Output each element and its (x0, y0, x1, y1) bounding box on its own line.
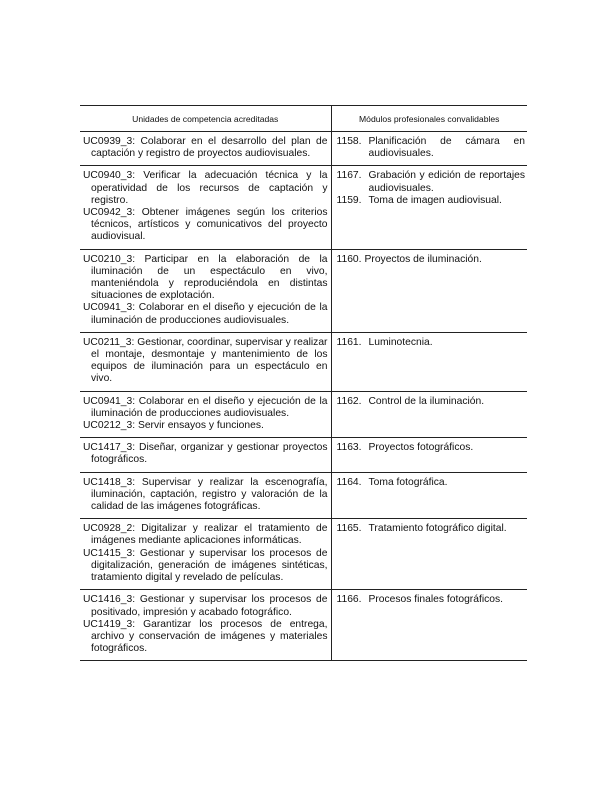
professional-modules-cell (331, 391, 527, 438)
module-code: 1166. (336, 594, 362, 606)
table-row (80, 332, 527, 391)
competency-unit: UC0942_3: Obtener imágenes según los criterios técnicos, artísticos y comunicativos del proyecto audiovisual. (83, 207, 328, 243)
professional-module (337, 195, 526, 207)
module-name: Proyectos de iluminación. (364, 253, 482, 265)
professional-module (337, 170, 526, 194)
competency-unit: UC0211_3: Gestionar, coordinar, supervisar y realizar el montaje, desmontaje y mantenimiento de los equipos de iluminación para un espectáculo en vivo. (83, 336, 328, 385)
module-name: Grabación y edición de reportajes audiovisuales. (368, 170, 525, 194)
professional-modules-cell (331, 438, 527, 472)
competency-units-cell (80, 249, 331, 332)
professional-module (337, 254, 526, 266)
table-row (80, 132, 527, 166)
competency-units-cell (80, 519, 331, 590)
professional-module (337, 477, 526, 489)
table-header-row (80, 106, 527, 132)
table-row (80, 472, 527, 519)
competency-unit: UC0212_3: Servir ensayos y funciones. (83, 420, 264, 432)
professional-modules-cell (331, 132, 527, 166)
table-row (80, 438, 527, 472)
competency-units-cell (80, 166, 331, 249)
module-code: 1165. (336, 523, 362, 535)
table-row (80, 249, 527, 332)
module-code: 1160. (336, 253, 362, 265)
competency-unit: UC0940_3: Verificar la adecuación técnica y la operatividad de los recursos de captación y registro. (83, 170, 328, 206)
module-name: Proyectos fotográficos. (368, 442, 474, 454)
professional-module (337, 442, 526, 454)
competency-unit: UC1415_3: Gestionar y supervisar los procesos de digitalización, generación de imágenes sintéticas, tratamiento digital y revelado de películas. (83, 547, 328, 584)
professional-modules-cell (331, 249, 527, 332)
module-code: 1162. (336, 395, 362, 407)
competency-units-cell (80, 590, 331, 661)
module-code: 1158. (336, 136, 362, 147)
module-name: Control de la iluminación. (368, 395, 485, 407)
professional-module (337, 337, 526, 349)
module-name: Luminotecnia. (368, 336, 433, 348)
module-code: 1161. (336, 336, 362, 348)
table-row (80, 519, 527, 590)
convalidation-table (80, 105, 527, 661)
professional-modules-cell (331, 472, 527, 519)
competency-units-cell (80, 391, 331, 438)
competency-unit: UC1418_3: Supervisar y realizar la escenografía, iluminación, captación, registro y valoración de la calidad de las imágenes fotográficas. (83, 476, 328, 513)
competency-unit: UC0928_2: Digitalizar y realizar el tratamiento de imágenes mediante aplicaciones informáticas. (83, 523, 328, 547)
professional-modules-cell (331, 332, 527, 391)
module-name: Planificación de cámara en audiovisuales. (368, 136, 525, 160)
competency-units-cell (80, 132, 331, 166)
table-row (80, 391, 527, 438)
module-name: Toma de imagen audiovisual. (368, 194, 502, 206)
professional-modules-cell (331, 166, 527, 249)
header-professional-modules: Módulos profesionales convalidables (331, 106, 527, 132)
competency-units-cell (80, 438, 331, 472)
module-name: Procesos finales fotográficos. (368, 594, 503, 606)
competency-unit: UC0939_3: Colaborar en el desarrollo del plan de captación y registro de proyectos audiovisuales. (83, 136, 328, 160)
professional-modules-cell (331, 519, 527, 590)
competency-unit: UC0941_3: Colaborar en el diseño y ejecución de la iluminación de producciones audiovisuales. (83, 302, 328, 326)
professional-module (337, 396, 526, 408)
competency-unit: UC0210_3: Participar en la elaboración de la iluminación de un espectáculo en vivo, manteniéndola y reproduciéndola en distintas situaciones de explotación. (83, 253, 328, 302)
competency-units-cell (80, 332, 331, 391)
module-code: 1163. (336, 442, 362, 454)
professional-modules-cell (331, 590, 527, 661)
header-competency-units: Unidades de competencia acreditadas (80, 106, 331, 132)
module-name: Tratamiento fotográfico digital. (368, 523, 507, 535)
module-code: 1167. (336, 170, 362, 182)
professional-module (337, 594, 526, 606)
competency-unit: UC1416_3: Gestionar y supervisar los procesos de positivado, impresión y acabado fotográfico. (83, 594, 328, 618)
professional-module (337, 136, 526, 160)
table-body (80, 132, 527, 661)
professional-module (337, 523, 526, 535)
competency-unit: UC1417_3: Diseñar, organizar y gestionar proyectos fotográficos. (83, 442, 328, 466)
table-row (80, 590, 527, 661)
module-code: 1164. (336, 476, 362, 488)
module-code: 1159. (336, 194, 362, 206)
competency-units-cell (80, 472, 331, 519)
table-row (80, 166, 527, 249)
module-name: Toma fotográfica. (368, 476, 448, 488)
competency-unit: UC1419_3: Garantizar los procesos de entrega, archivo y conservación de imágenes y materiales fotográficos. (83, 618, 328, 655)
competency-unit: UC0941_3: Colaborar en el diseño y ejecución de la iluminación de producciones audiovisuales. (83, 395, 328, 419)
